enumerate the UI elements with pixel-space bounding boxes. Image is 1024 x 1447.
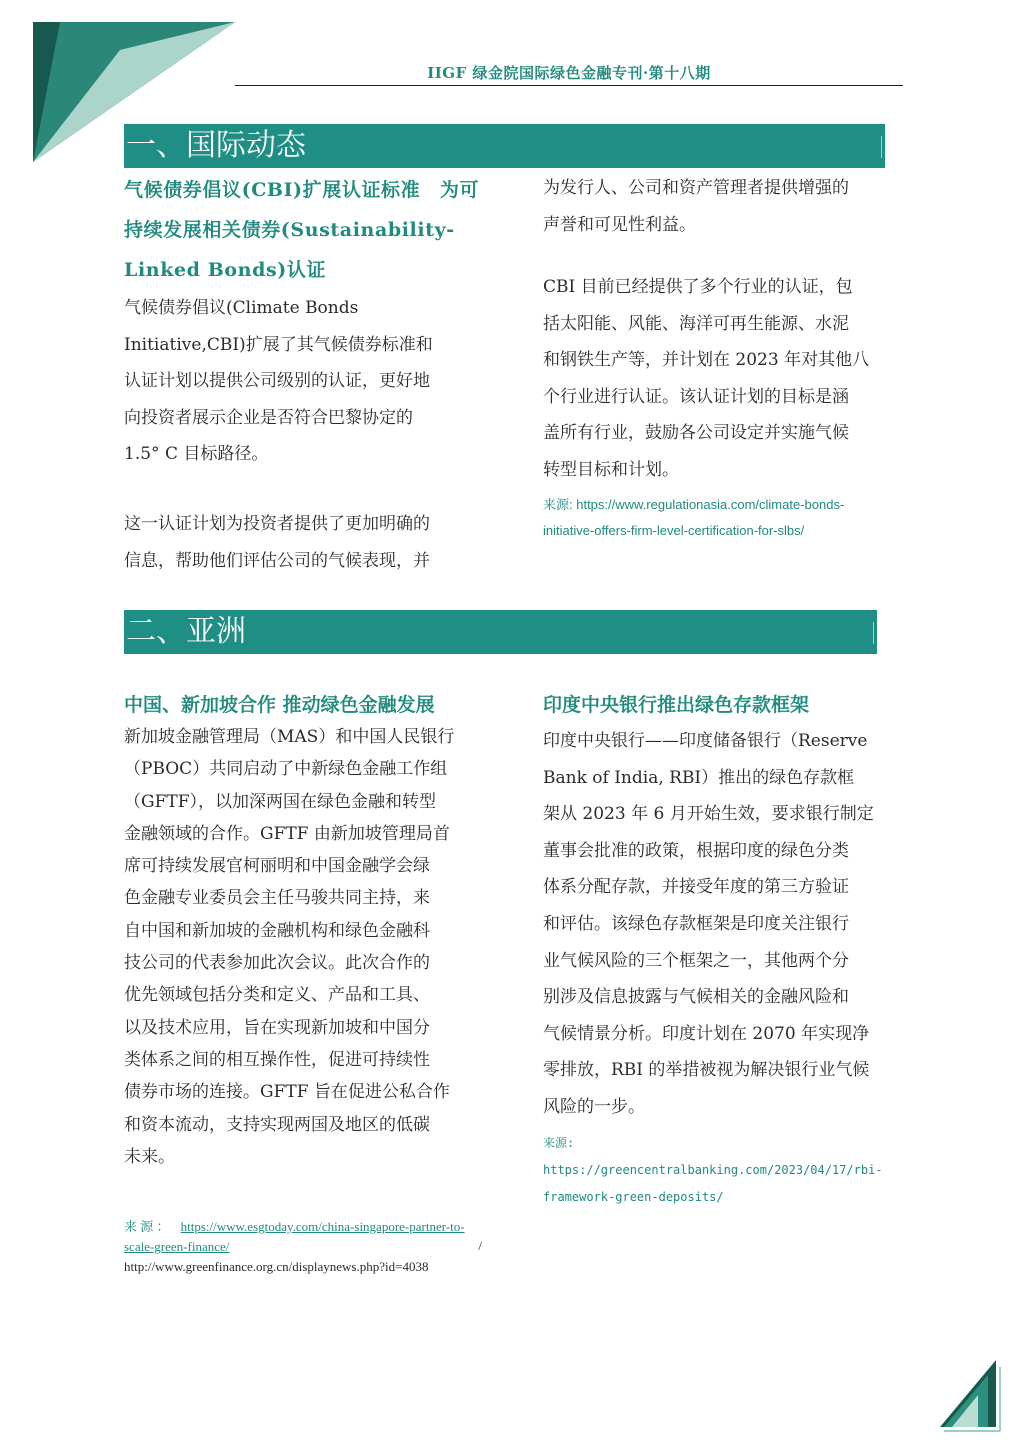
article-body-cbi-left-p1: 气候债券倡议(Climate Bonds Initiative,CBI)扩展了其气候债券标准和 认证计划以提供公司级别的认证，更好地 向投资者展示企业是否符合巴黎协定的 1.5° C 目标路径。 (124, 298, 433, 465)
article-source-china-singapore: 来 源 ： https://www.esgtoday.com/china-singapore-partner-to- scale-green-finance/ / http://www.greenfinance.org.cn/displaynews.php?id=4038 (124, 1219, 482, 1274)
article-body-cbi-left-p2: 这一认证计划为投资者提供了更加明确的 信息，帮助他们评估公司的气候表现，并 (124, 514, 430, 571)
section-title-international: 一、国际动态 (124, 124, 885, 168)
article-source-cbi[interactable]: 来源: https://www.regulationasia.com/climate-bonds- initiative-offers-firm-level-certification-for-slbs/ (543, 497, 845, 538)
header-title: IIGF 绿金院国际绿色金融专刊·第十八期 (427, 64, 711, 82)
corner-decoration-bottom (930, 1355, 1010, 1435)
article-body-china-singapore: 新加坡金融管理局（MAS）和中国人民银行 （PBOC）共同启动了中新绿色金融工作组 （GFTF），以加深两国在绿色金融和转型 金融领域的合作。GFTF 由新加坡管理局首 席可持续发展官柯丽明和中国金融学会绿 色金融专业委员会主任马骏共同主持，来 自中国和新加坡的金融机构和绿色金融科 技公司的代表参加此次会议。此次合作的 优先领域包括分类和定义、产品和工具、 以及技术应用，旨在实现新加坡和中国分 类体系之间的相互操作性，促进可持续性 债券市场的连接。GFTF 旨在促进公私合作 和资本流动，支持实现两国及地区的低碳 未来。 (124, 727, 455, 1167)
article-body-india-rbi: 印度中央银行——印度储备银行（Reserve Bank of India, RBI）推出的绿色存款框 架从 2023 年 6 月开始生效，要求银行制定 董事会批准的政策，根据印度的绿色分类 体系分配存款，并接受年度的第三方验证 和评估。该绿色存款框架是印度关注银行 业气候风险的三个框架之一，其他两个分 别涉及信息披露与气候相关的金融风险和 气候情景分析。印度计划在 2070 年实现净 零排放，RBI 的举措被视为解决银行业气候 风险的一步。 (543, 731, 874, 1117)
article-source-india-rbi[interactable]: 来源: https://greencentralbanking.com/2023/04/17/rbi- framework-green-deposits/ (543, 1136, 883, 1204)
source-link-esgtoday-cont[interactable]: scale-green-finance/ (124, 1239, 230, 1254)
header-divider (235, 85, 903, 86)
article-heading-cbi: 气候债券倡议(CBI)扩展认证标准 为可 持续发展相关债券(Sustainability- Linked Bonds)认证 (124, 179, 480, 281)
section-title-asia: 二、亚洲 (124, 610, 877, 654)
article-body-cbi-right-p1: 为发行人、公司和资产管理者提供增强的 声誉和可见性利益。 (543, 178, 849, 235)
source-link-esgtoday[interactable]: https://www.esgtoday.com/china-singapore-partner-to- (180, 1219, 465, 1234)
article-heading-china-singapore: 中国、新加坡合作 推动绿色金融发展 (124, 694, 435, 716)
source-link-greenfinance[interactable]: http://www.greenfinance.org.cn/displaynews.php?id=4038 (124, 1259, 429, 1274)
article-heading-india-rbi: 印度中央银行推出绿色存款框架 (543, 694, 810, 716)
article-body-cbi-right-p2: CBI 目前已经提供了多个行业的认证，包 括太阳能、风能、海洋可再生能源、水泥 和钢铁生产等，并计划在 2023 年对其他八 个行业进行认证。该认证计划的目标是涵 盖所有行业，鼓励各公司设定并实施气候 转型目标和计划。 (543, 277, 870, 480)
